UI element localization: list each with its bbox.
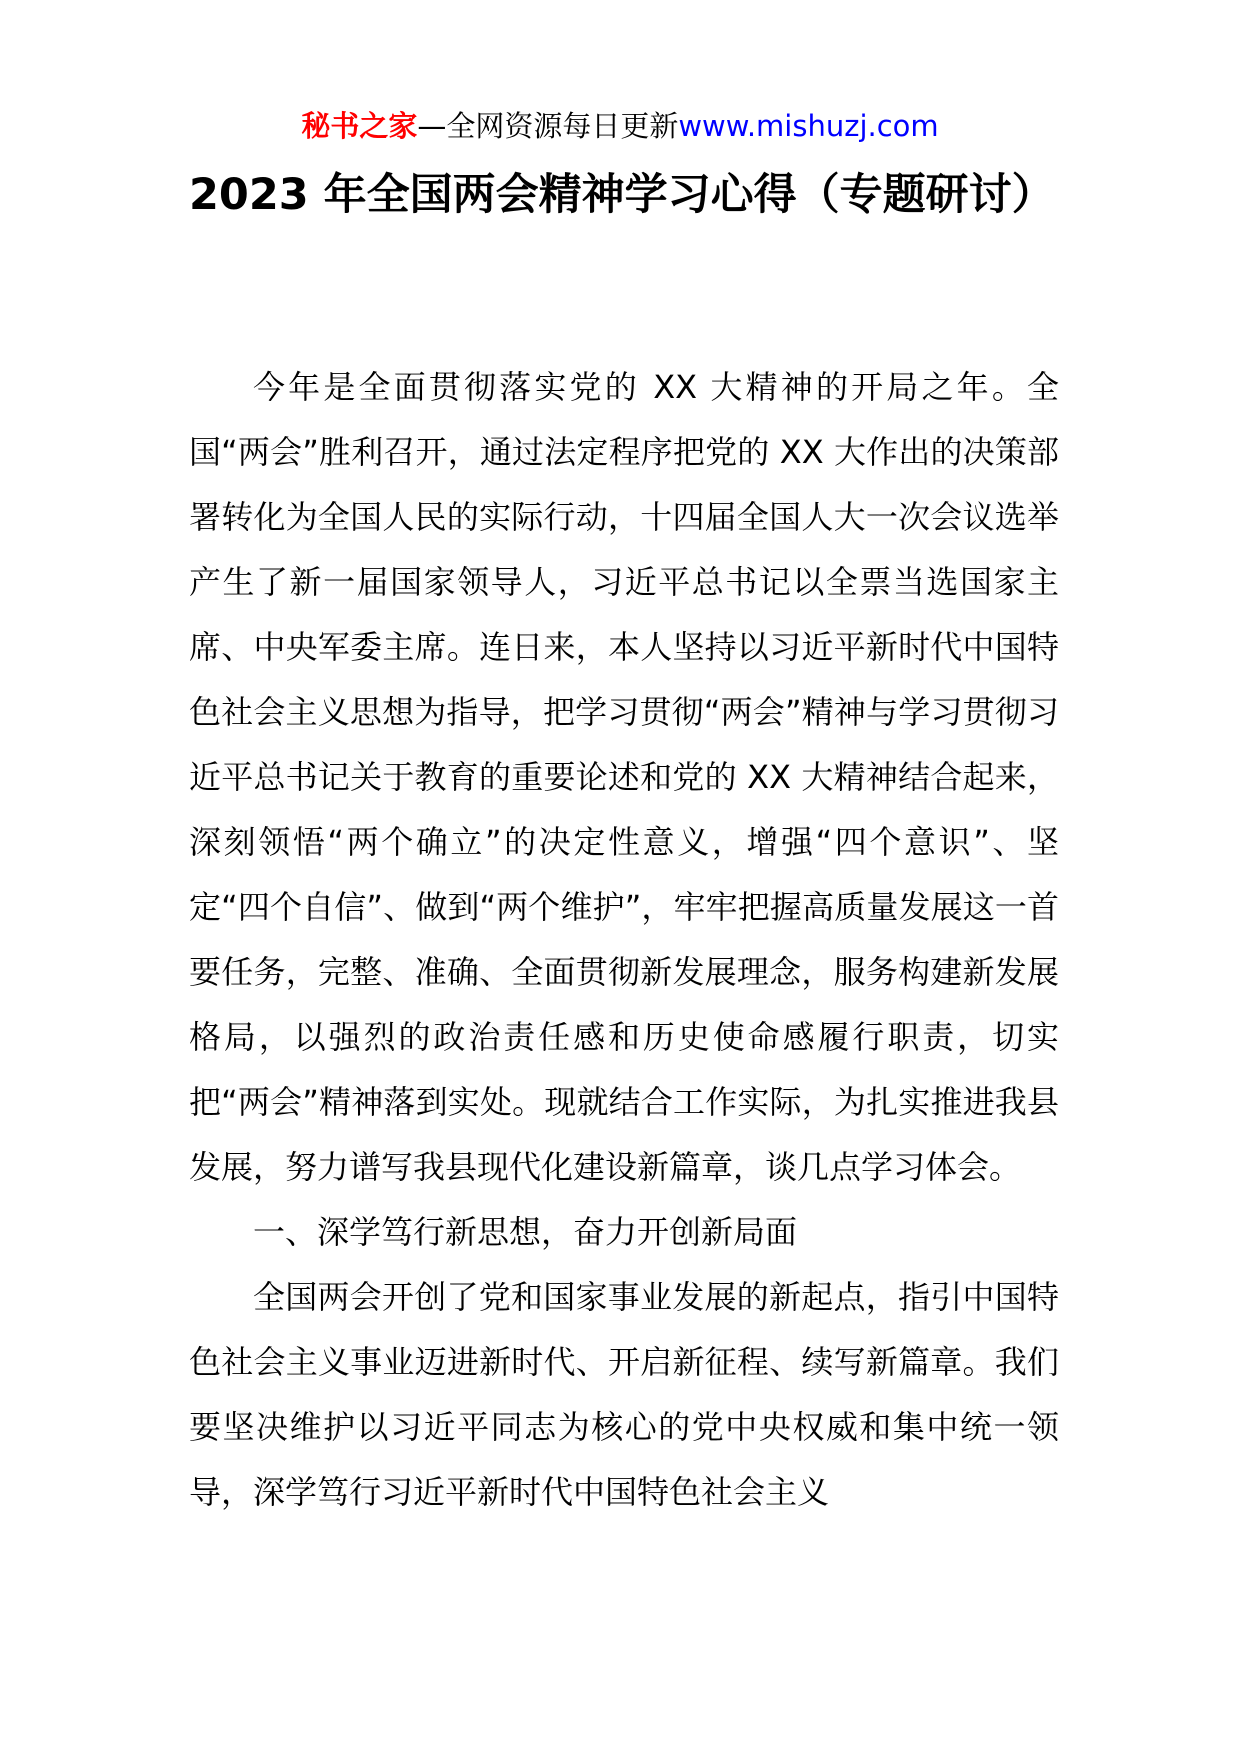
document-body xyxy=(189,355,1059,1525)
brand-name: 秘书之家 xyxy=(301,109,418,143)
paragraph-intro: 今年是全面贯彻落实党的 XX 大精神的开局之年。全国“两会”胜利召开，通过法定程序把党的 XX 大作出的决策部署转化为全国人民的实际行动，十四届全国人大一次会议选举产生了新一届国家领导人，习近平总书记以全票当选国家主席、中央军委主席。连日来，本人坚持以习近平新时代中国特色社会主义思想为指导，把学习贯彻“两会”精神与学习贯彻习近平总书记关于教育的重要论述和党的 XX 大精神结合起来，深刻领悟“两个确立”的决定性意义，增强“四个意识”、坚定“四个自信”、做到“两个维护”，牢牢把握高质量发展这一首要任务，完整、准确、全面贯彻新发展理念，服务构建新发展格局，以强烈的政治责任感和历史使命感履行职责，切实把“两会”精神落到实处。现就结合工作实际，为扎实推进我县发展，努力谱写我县现代化建设新篇章，谈几点学习体会。 xyxy=(189,368,1059,1186)
paragraph-section-1: 全国两会开创了党和国家事业发展的新起点，指引中国特色社会主义事业迈进新时代、开启新征程、续写新篇章。我们要坚决维护以习近平同志为核心的党中央权威和集中统一领导，深学笃行习近平新时代中国特色社会主义 xyxy=(189,1278,1059,1511)
section-heading-1: 一、深学笃行新思想，奋力开创新局面 xyxy=(253,1213,798,1251)
document-title: 2023 年全国两会精神学习心得（专题研讨） xyxy=(189,170,1055,220)
header-tagline: —全网资源每日更新 xyxy=(417,109,679,143)
site-url[interactable]: www.mishuzj.com xyxy=(678,109,939,143)
site-header xyxy=(0,104,1240,148)
